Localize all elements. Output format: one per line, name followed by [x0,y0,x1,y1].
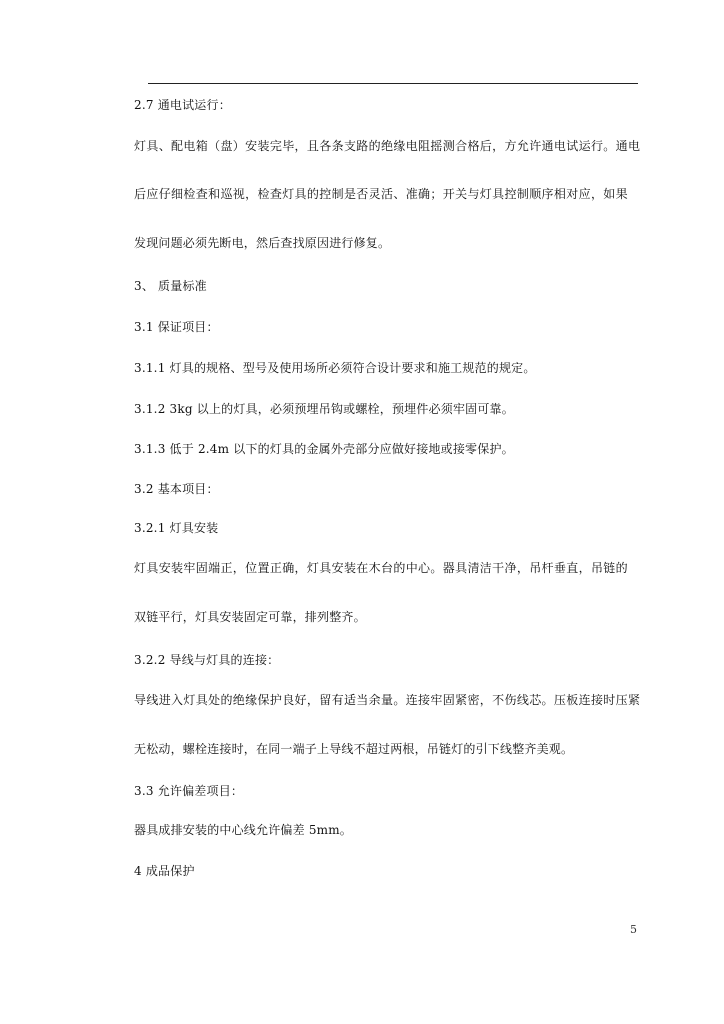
item-3-2-2: 3.2.2 导线与灯具的连接： [134,653,280,667]
paragraph-line: 导线进入灯具处的绝缘保护良好，留有适当余量。连接牢固紧密，不伤线芯。压板连接时压紧 [134,693,641,707]
section-3-1-heading: 3.1 保证项目： [134,320,219,334]
section-3-3-heading: 3.3 允许偏差项目： [134,784,244,798]
item-3-1-3: 3.1.3 低于 2.4m 以下的灯具的金属外壳部分应做好接地或接零保护。 [134,442,514,456]
section-3-heading: 3、 质量标准 [134,279,207,293]
paragraph-line: 无松动，螺栓连接时，在同一端子上导线不超过两根，吊链灯的引下线整齐美观。 [134,742,574,756]
item-3-2-1: 3.2.1 灯具安装 [134,521,219,535]
paragraph-line: 器具成排安装的中心线允许偏差 5mm。 [134,823,353,837]
page-number: 5 [630,923,637,936]
section-2-7-heading: 2.7 通电试运行： [134,98,231,112]
paragraph-line: 灯具、配电箱（盘）安装完毕，且各条支路的绝缘电阻摇测合格后，方允许通电试运行。通电 [134,139,641,153]
section-4-heading: 4 成品保护 [134,864,195,878]
paragraph-line: 双链平行，灯具安装固定可靠，排列整齐。 [134,610,366,624]
paragraph-line: 后应仔细检查和巡视，检查灯具的控制是否灵活、准确；开关与灯具控制顺序相对应，如果 [134,187,629,201]
header-rule [148,83,638,84]
paragraph-line: 灯具安装牢固端正，位置正确，灯具安装在木台的中心。器具清洁干净，吊杆垂直，吊链的 [134,561,629,575]
paragraph-line: 发现问题必须先断电，然后查找原因进行修复。 [134,236,391,250]
item-3-1-2: 3.1.2 3kg 以上的灯具，必须预埋吊钩或螺栓，预埋件必须牢固可靠。 [134,402,514,416]
section-3-2-heading: 3.2 基本项目： [134,482,219,496]
item-3-1-1: 3.1.1 灯具的规格、型号及使用场所必须符合设计要求和施工规范的规定。 [134,361,536,375]
